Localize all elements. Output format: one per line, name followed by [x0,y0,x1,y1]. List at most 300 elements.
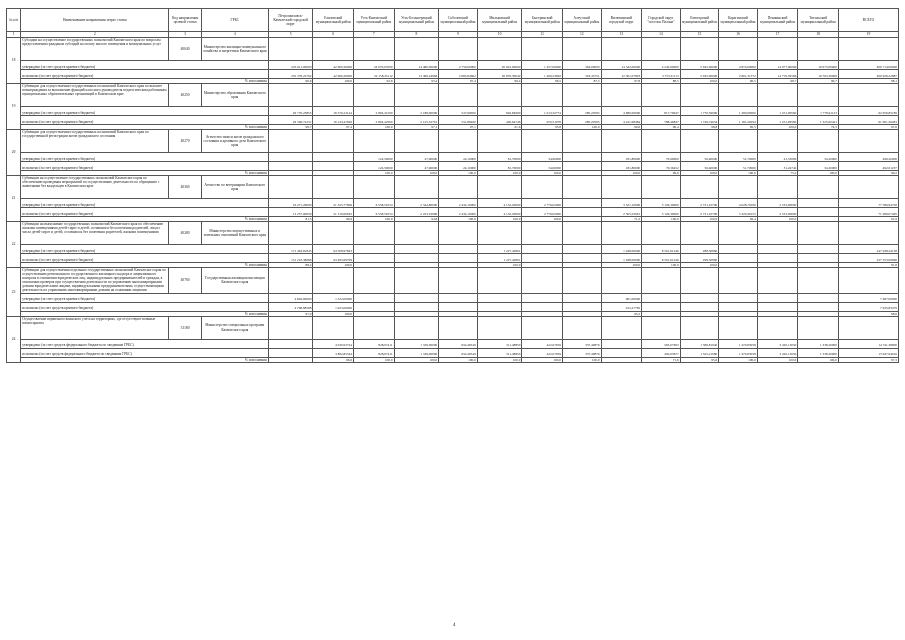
value-cell: 4 680,00000 [601,107,642,116]
column-header: Пенжинский муниципальный район [757,9,798,32]
value-cell: 243 611,00000 [268,61,313,70]
value-cell: 1 923,00000 [313,302,354,311]
empty-cell [719,222,758,245]
empty-cell [394,130,439,153]
target-code: 40270 [169,130,201,153]
section-number: 23 [7,268,21,317]
value-cell: 100,0 [719,171,758,176]
empty-cell [477,130,522,153]
empty-cell [268,38,313,61]
amount-row [7,293,899,302]
value-cell: 2 223,19996 [394,208,439,217]
value-cell: 14 776,59566 [757,70,798,79]
column-number: 11 [522,32,563,38]
value-cell: 94,8 [394,217,439,222]
column-header: Петропавловск-Камчатский городской округ [268,9,313,32]
value-cell: 100,0 [477,357,522,362]
value-cell: 41,53000 [757,153,798,162]
row-label: утверждено (за счет средств федерального бюджета по сведениям ГРБС) [21,339,269,348]
value-cell: 3 521,10000 [601,199,642,208]
value-cell: 2 804,42500 [354,116,395,125]
value-cell: 1 390,00000 [719,107,758,116]
section-description-row [7,316,899,339]
value-cell: 1 470,83058 [719,339,758,348]
value-cell: 100,0 [719,357,758,362]
row-label: утверждено (за счет средств краевого бюджета) [21,61,269,70]
value-cell: 1 406,23662 [522,70,563,79]
value-cell: 1 013,32774 [522,107,563,116]
empty-cell [394,84,439,107]
value-cell: 2 801,31372 [719,70,758,79]
total-value: 77 586,94728 [838,199,898,208]
value-cell: 31,24742 [757,162,798,171]
value-cell: 20 870,30042 [477,70,522,79]
value-cell: 95,8 [522,125,563,130]
value-cell: 74,5 [798,125,839,130]
expense-name: Субвенции на выполнение государственных полномочий Камчатского края по обеспечению жилыми помещениями детей-сирот и детей, оставшихся без попечения родителей, лиц из числа детей-сирот и детей, оставшихся без попечения родителей, жилыми помещениями [21,222,169,245]
value-cell: 3 753,31113 [642,70,681,79]
amount-row [7,116,899,125]
value-cell [354,302,395,311]
column-header: Быстринский муниципальный район [522,9,563,32]
empty-cell [268,268,313,294]
row-label: исполнено (за счет средств краевого бюджета) [21,254,269,263]
value-cell [680,293,719,302]
value-cell: 96,6 [268,79,313,84]
empty-cell [838,38,898,61]
empty-cell [394,38,439,61]
amount-row [7,245,899,254]
value-cell: 16 271,26000 [268,199,313,208]
empty-cell [477,38,522,61]
row-label: % исполнения [21,357,269,362]
value-cell [719,254,758,263]
value-cell [394,302,439,311]
value-cell: 14 977,00000 [757,61,798,70]
value-cell [798,254,839,263]
empty-cell [680,38,719,61]
column-header: ВСЕГО [838,9,898,32]
value-cell: 100,0 [642,217,681,222]
empty-cell [268,222,313,245]
value-cell [563,254,602,263]
value-cell: 56,40000 [680,153,719,162]
value-cell: 81,70000 [477,153,522,162]
value-cell: 100,0 [563,357,602,362]
column-number: 4 [201,32,268,38]
empty-cell [680,130,719,153]
value-cell: 1 227,42801 [477,254,522,263]
value-cell: 96,6 [313,357,354,362]
value-cell: 29 770,23853 [268,107,313,116]
empty-cell [439,130,478,153]
value-cell: 2 731,10700 [680,199,719,208]
empty-cell [563,84,602,107]
total-value: 61 901,56481 [838,116,898,125]
value-cell: 2 756,00000 [439,61,478,70]
empty-cell [798,222,839,245]
empty-cell [798,84,839,107]
empty-cell [477,222,522,245]
value-cell: 100,0 [680,171,719,176]
empty-cell [680,316,719,339]
value-cell: 100,0 [394,357,439,362]
value-cell [719,302,758,311]
amount-row [7,61,899,70]
target-code: 40040 [169,38,201,61]
row-label: % исполнения [21,171,269,176]
value-cell: 22 158,45112 [354,70,395,79]
grbs-name: Министерство образования Камчатского края [201,84,268,107]
column-header: Соболевский муниципальный район [439,9,478,32]
empty-cell [522,130,563,153]
empty-cell [439,316,478,339]
empty-cell [601,38,642,61]
page-number: 4 [453,623,456,628]
value-cell: 1 339,00000 [394,348,439,357]
value-cell: 1 339,00000 [394,339,439,348]
value-cell: 3 420,13050 [757,339,798,348]
value-cell: 337,40876 [563,339,602,348]
section-number: 22 [7,222,21,268]
empty-cell [757,130,798,153]
value-cell: 71,2 [601,217,642,222]
column-header: № п/п [7,9,21,32]
empty-cell [757,316,798,339]
empty-cell [601,130,642,153]
total-value: 91,8 [838,263,898,268]
value-cell [268,153,313,162]
empty-cell [477,268,522,294]
section-description-row [7,130,899,153]
column-header-row [7,9,899,32]
column-number: 3 [169,32,201,38]
column-header: Код направления целевой статьи [169,9,201,32]
value-cell: 100,0 [477,217,522,222]
value-cell [354,293,395,302]
value-cell: 4 132,20000 [477,208,522,217]
value-cell: 285,20595 [563,116,602,125]
value-cell: 100,0 [563,125,602,130]
total-value: 97,3 [838,357,898,362]
value-cell: 634,46549 [439,339,478,348]
execution-table [6,8,899,363]
empty-cell [798,316,839,339]
row-label: % исполнения [21,311,269,316]
empty-cell [522,38,563,61]
empty-cell [642,38,681,61]
section-number: 21 [7,176,21,222]
value-cell: 100,0 [354,125,395,130]
row-label: % исполнения [21,79,269,84]
empty-cell [838,176,898,199]
value-cell: 42 600,20000 [313,70,354,79]
value-cell: 5 945,00000 [680,70,719,79]
empty-cell [563,222,602,245]
empty-cell [394,176,439,199]
expense-name: Осуществление первичного воинского учета на территориях, где отсутствуют военные комиссариаты [21,316,169,339]
value-cell [719,293,758,302]
value-cell: 285,20595 [563,107,602,116]
empty-cell [313,84,354,107]
value-cell: 288,30860 [680,245,719,254]
empty-cell [354,130,395,153]
value-cell: 961,00000 [601,293,642,302]
value-cell: 817,79047 [642,107,681,116]
section-description-row [7,268,899,294]
column-number: 6 [313,32,354,38]
total-value: 99,2 [838,171,898,176]
empty-cell [439,176,478,199]
value-cell: 8 501,61246 [642,245,681,254]
empty-cell [642,84,681,107]
value-cell: 14 542,00000 [601,61,642,70]
value-cell: 100,0 [477,171,522,176]
value-cell: 16 673,00000 [798,61,839,70]
column-header: Елизовский муниципальный район [313,9,354,32]
value-cell: 70,60000 [642,153,681,162]
value-cell: 97,9 [268,311,313,316]
value-cell [439,302,478,311]
value-cell: 24,10000 [439,153,478,162]
grbs-name: Агентство по ветеринарии Камчатского края [201,176,268,199]
empty-cell [354,268,395,294]
value-cell: 100,0 [601,171,642,176]
expense-name: Субсидии на осуществление государственных полномочий Камчатского края по вопросам предоставления гражданам субсидий на оплату жилого помещения и коммунальных услуг [21,38,169,61]
value-cell: 2 434,10000 [439,199,478,208]
column-number: 14 [642,32,681,38]
empty-cell [439,222,478,245]
value-cell [268,339,313,348]
column-number: 5 [268,32,313,38]
value-cell: 100,0 [680,217,719,222]
column-number: 7 [354,32,395,38]
value-cell: 100,0 [313,311,354,316]
empty-cell [522,222,563,245]
empty-cell [313,130,354,153]
expense-name: Субвенции для осуществления государственных полномочий Камчатского края по выплате вознаграждения за выполнение функций классного руководителя педагогическим работникам муниципальных образовательных организаций в Камчатском крае [21,84,169,107]
empty-cell [719,84,758,107]
empty-cell [268,316,313,339]
empty-cell [838,84,898,107]
empty-cell [522,316,563,339]
amount-row [7,162,899,171]
value-cell: 100,0 [354,171,395,176]
value-cell: 100,0 [757,357,798,362]
empty-cell [563,316,602,339]
budget-execution-sheet [6,8,899,363]
value-cell: 4 028,79100 [719,199,758,208]
value-cell: 422,07659 [522,339,563,348]
value-cell: 2 776,02000 [522,199,563,208]
total-value: 98,1 [838,79,898,84]
value-cell: 1 770,59000 [680,107,719,116]
empty-cell [719,38,758,61]
empty-cell [601,176,642,199]
target-code: 40250 [169,84,201,107]
value-cell: 85,5 [719,125,758,130]
section-description-row [7,176,899,199]
value-cell [757,254,798,263]
value-cell: 2 804,41500 [354,107,395,116]
grbs-name: Министерство жилищно-коммунального хозяйства и энергетики Камчатского края [201,38,268,61]
value-cell: 75,2 [757,171,798,176]
value-cell: 4 241,98484 [601,116,642,125]
value-cell: 4 874,00000 [719,61,758,70]
value-cell: 2 776,02000 [522,208,563,217]
total-value: 7 487,00000 [838,293,898,302]
value-cell: 2 125,52761 [394,116,439,125]
value-cell: 95,6 [680,357,719,362]
value-cell: 828,07411 [354,348,395,357]
value-cell: 5 945,00000 [680,61,719,70]
value-cell: 547,90000 [439,107,478,116]
row-label: исполнено (за счет средств краевого бюджета) [21,302,269,311]
value-cell: 8 501,61246 [642,254,681,263]
value-cell [439,245,478,254]
value-cell: 2 731,10700 [680,208,719,217]
value-cell: 99,7 [798,79,839,84]
empty-cell [313,222,354,245]
empty-cell [642,268,681,294]
empty-cell [394,316,439,339]
empty-cell [719,176,758,199]
value-cell: 51,70000 [719,153,758,162]
empty-cell [798,38,839,61]
value-cell: 4 798,88598 [268,302,313,311]
row-label: утверждено (за счет средств краевого бюджета) [21,245,269,254]
column-header: Усть-Камчатский муниципальный район [354,9,395,32]
grbs-name: Государственная жилищная инспекция Камчатского края [201,268,268,294]
value-cell: 100,0 [354,217,395,222]
total-value: 492,01237 [838,162,898,171]
value-cell: 1 227,42801 [477,245,522,254]
empty-cell [680,222,719,245]
value-cell: 98,7 [757,79,798,84]
value-cell: 24 670,07000 [354,61,395,70]
amount-row [7,153,899,162]
empty-cell [757,222,798,245]
empty-cell [354,38,395,61]
value-cell: 47,90000 [394,153,439,162]
table-header [7,9,899,38]
row-label: % исполнения [21,263,269,268]
value-cell: 97,1 [394,125,439,130]
empty-cell [477,84,522,107]
value-cell: 47,90000 [394,162,439,171]
value-cell: 21 325,77696 [313,199,354,208]
total-value: 496,20000 [838,153,898,162]
total-value: 400 926,22887 [838,70,898,79]
value-cell: 88,5 [642,79,681,84]
value-cell: 16 763,36000 [798,70,839,79]
value-cell: 100,0 [439,171,478,176]
value-cell: 29 369,72231 [268,116,313,125]
value-cell: 3 129,30000 [642,199,681,208]
empty-cell [563,176,602,199]
value-cell: 100,0 [354,357,395,362]
row-label: утверждено (за счет средств краевого бюджета) [21,107,269,116]
value-cell: 100,0 [439,217,478,222]
amount-row [7,348,899,357]
row-label: утверждено (за счет средств краевого бюджета) [21,153,269,162]
empty-cell [719,130,758,153]
empty-cell [394,268,439,294]
column-header: Усть-Большерецкий муниципальный район [394,9,439,32]
empty-cell [354,84,395,107]
value-cell: 1 325,62441 [798,116,839,125]
column-number: 19 [838,32,898,38]
empty-cell [439,268,478,294]
empty-cell [798,268,839,294]
column-number: 17 [757,32,798,38]
total-value: 247 948,24158 [838,245,898,254]
value-cell [757,293,798,302]
total-value: 13 647,94016 [838,348,898,357]
value-cell: 34,20000 [798,162,839,171]
value-cell [563,245,602,254]
value-cell [394,254,439,263]
value-cell: 95,2 [601,311,642,316]
value-cell [757,302,798,311]
value-cell: 563,07693 [642,339,681,348]
section-number: 18 [7,38,21,84]
value-cell: 100,0 [313,79,354,84]
empty-cell [268,130,313,153]
total-value: 7 635,83479 [838,302,898,311]
value-cell [680,302,719,311]
column-header: Тигильский муниципальный район [798,9,839,32]
empty-cell [838,222,898,245]
value-cell: 422,07659 [522,348,563,357]
grbs-name: Министерство имущественных и земельных отношений Камчатского края [201,222,268,245]
empty-cell [439,38,478,61]
value-cell: 828,07411 [354,339,395,348]
empty-cell [838,316,898,339]
value-cell [522,254,563,263]
total-value: 62 956,85189 [838,107,898,116]
value-cell: 98,7 [268,125,313,130]
value-cell [798,208,839,217]
amount-row [7,254,899,263]
empty-cell [601,222,642,245]
target-code: 40760 [169,268,201,294]
value-cell [563,199,602,208]
value-cell: 92,8 [354,79,395,84]
column-number: 1 [7,32,21,38]
value-cell: 298,30860 [680,254,719,263]
value-cell: 1 251,09560 [757,116,798,125]
empty-cell [354,316,395,339]
column-header: Мильковский муниципальный район [477,9,522,32]
value-cell [601,339,642,348]
value-cell: 1 749,74634 [680,116,719,125]
empty-cell [642,130,681,153]
value-cell [642,302,681,311]
expense-name: Субвенции для осуществления отдельных государственных полномочий Камчатского края по осуществлению регионального государственного жилищного надзора и лицензионного контроля в отношении юридических лиц, индивидуальных предпринимателей и граждан, в отношении проверок при осуществлении деятельности по управлению многоквартирными домами юридическими лицами, индивидуальными предпринимателями, осуществляющими деятельность по управлению многоквартирными домами на основании лицензии [21,268,169,294]
value-cell: 96,4 [642,125,681,130]
section-number: 24 [7,316,21,362]
value-cell: 93,2 [394,79,439,84]
value-cell: 51,70000 [719,162,758,171]
value-cell [563,293,602,302]
value-cell [601,348,642,357]
value-cell: 70,56452 [642,162,681,171]
amount-row [7,70,899,79]
value-cell: 24,10000 [439,162,478,171]
value-cell: 100,0 [757,217,798,222]
value-cell [477,293,522,302]
